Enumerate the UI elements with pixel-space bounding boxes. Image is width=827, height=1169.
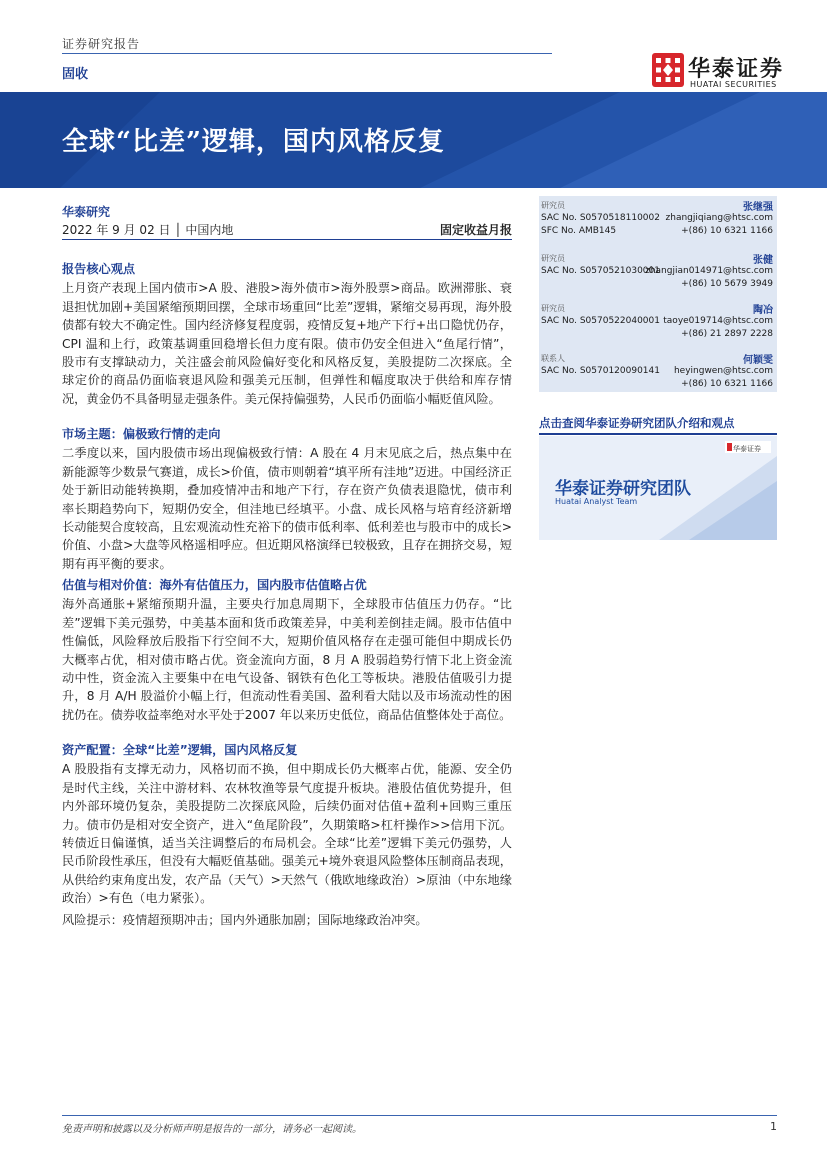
brand-subtitle: HUATAI SECURITIES (690, 80, 777, 89)
analyst-panel (539, 196, 777, 392)
brand-name: 华泰证券 (688, 56, 785, 82)
footer-divider (62, 1115, 777, 1116)
analyst-sac: SAC No. S0570521030001 (541, 266, 660, 276)
analyst-phone: +(86) 10 6321 1166 (681, 379, 773, 389)
team-badge: 华泰证券 (733, 445, 761, 453)
page-number: 1 (770, 1120, 777, 1133)
risk-note (62, 911, 512, 929)
team-divider (539, 433, 777, 435)
analyst-email[interactable]: heyingwen@htsc.com (673, 366, 773, 376)
analyst-sac: SAC No. S0570522040001 (541, 316, 660, 326)
analyst-sac: SAC No. S0570120090141 (541, 366, 660, 376)
analyst-sac: SAC No. S0570518110002 (541, 213, 660, 223)
analyst-role: 研究员 (541, 201, 565, 210)
footer-disclaimer: 免责声明和披露以及分析师声明是报告的一部分，请务必一起阅读。 (62, 1124, 362, 1135)
section-title: 市场主题：偏极致行情的走向 (62, 427, 221, 441)
meta-row (62, 221, 512, 238)
section-title: 报告核心观点 (62, 262, 136, 276)
section-title: 估值与相对价值：海外有估值压力，国内股市估值略占优 (62, 578, 367, 592)
team-intro-link[interactable]: 点击查阅华泰证券研究团队介绍和观点 (539, 416, 735, 430)
analyst-name: 张健 (753, 255, 773, 266)
category-label: 固收 (62, 67, 89, 82)
analyst-email[interactable]: taoye019714@htsc.com (663, 316, 773, 326)
report-kind: 固定收益月报 (439, 223, 512, 237)
header-divider (62, 53, 552, 54)
section-core-view (62, 260, 512, 408)
meta-divider (62, 239, 512, 240)
section-body: 二季度以来，国内股债市场出现偏极致行情：A 股在 4 月末见底之后，热点集中在新能源等少数景气赛道，成长>价值，债市则朝着“填平所有洼地”迈进。中国经济正处于新旧动能转换期，叠加疫情冲击和地产下行，存在资产负债表退隐忧，债市利率长期趋势向下，短期仍安全，但洼地已经填平。小盘、成长风格与培育经济新增长动能契合度较高，且宏观流动性充裕下的债市低利率、低利差也与股市中的成长>价值、小盘>大盘等风格遥相呼应。但近期风格演绎已较极致，且存在拥挤交易，短期有再平衡的要求。 (62, 446, 512, 571)
date-region: 2022 年 9 月 02 日 │ 中国内地 (62, 223, 234, 237)
analyst-name: 张继强 (743, 202, 773, 213)
analyst-role: 研究员 (541, 254, 565, 263)
analyst-sfc: SFC No. AMB145 (541, 226, 617, 236)
analyst-phone: +(86) 21 2897 2228 (681, 329, 773, 339)
report-title: 全球“比差”逻辑，国内风格反复 (62, 127, 445, 157)
section-body: 海外高通胀+紧缩预期升温，主要央行加息周期下，全球股市估值压力仍存。“比差”逻辑下美元强势，中美基本面和货币政策差异，中美利差倒挂走阔。股市估值中性偏低，风险释放后股指下行空间不大，短期价值风格存在走强可能但中期成长仍大概率占优，相对债市略占优。资金流向方面，8 月 A 股弱趋势行情下北上资金流动中性，资金流入主要集中在电气设备、钢铁有色化工等板块。港股估值吸引力提升，8 月 A/H 股溢价小幅上行，但流动性看美国、盈利看大陆以及市场流动性的困扰仍在。债券收益率绝对水平处于2007 年以来历史低位，商品估值整体处于高位。 (62, 597, 512, 722)
analyst-email[interactable]: zhangjiqiang@htsc.com (665, 213, 773, 223)
team-title: 华泰证券研究团队 (555, 479, 691, 499)
analyst-role: 联系人 (541, 354, 565, 363)
section-body: 上月资产表现上国内债市>A 股、港股>海外债市>海外股票>商品。欧洲滞胀、衰退担忧加剧+美国紧缩预期回摆，全球市场重回“比差”逻辑，紧缩交易再现，海外股债都有较大不确定性。国内经济修复程度弱，疫情反复+地产下行+出口隐忧仍存，CPI 温和上行，政策基调重回稳增长但力度有限。债市仍安全但进入“鱼尾行情”，股市有支撑缺动力，关注盛会前风险偏好变化和风格反复，美股提防二次探底。全球定价的商品仍面临衰退风险和强美元压制，但弹性和幅度取决于供给和库存情况，黄金仍不具备明显走强条件。美元保持偏强势，人民币仍面临小幅贬值风险。 (62, 281, 512, 406)
section-market-theme (62, 425, 512, 573)
team-banner-image[interactable] (539, 436, 777, 540)
report-type-label: 证券研究报告 (62, 37, 141, 51)
section-body: A 股股指有支撑无动力，风格切而不换，但中期成长仍大概率占优，能源、安全仍是时代主线，关注中游材料、农林牧渔等景气度提升板块。港股估值优势提升，但内外部环境仍复杂，美股提防二次探底风险，后续仍面对估值+盈利+回购三重压力。债市仍是相对安全资产，进入“鱼尾阶段”，久期策略>杠杆操作>>信用下沉。转债近日偏谨慎，适当关注调整后的布局机会。全球“比差”逻辑下美元仍强势，人民币阶段性承压，但没有大幅贬值基础。强美元+境外衰退风险整体压制商品表现，从供给约束角度出发，农产品（天气）>天然气（俄欧地缘政治）>原油（中东地缘政治）>有色（电力紧张）。 (62, 762, 512, 906)
section-valuation (62, 576, 512, 724)
brand-logo-icon (652, 53, 684, 87)
risk-text: 风险提示：疫情超预期冲击；国内外通胀加剧；国际地缘政治冲突。 (62, 913, 428, 927)
team-subtitle: Huatai Analyst Team (555, 497, 638, 506)
analyst-phone: +(86) 10 6321 1166 (681, 226, 773, 236)
section-asset-allocation (62, 741, 512, 908)
analyst-role: 研究员 (541, 304, 565, 313)
analyst-name: 何颖雯 (743, 355, 773, 366)
analyst-email[interactable]: zhangjian014971@htsc.com (645, 266, 773, 276)
section-title: 资产配置：全球“比差”逻辑，国内风格反复 (62, 743, 298, 757)
analyst-phone: +(86) 10 5679 3949 (681, 279, 773, 289)
research-brand: 华泰研究 (62, 205, 111, 219)
analyst-name: 陶冶 (753, 305, 773, 316)
